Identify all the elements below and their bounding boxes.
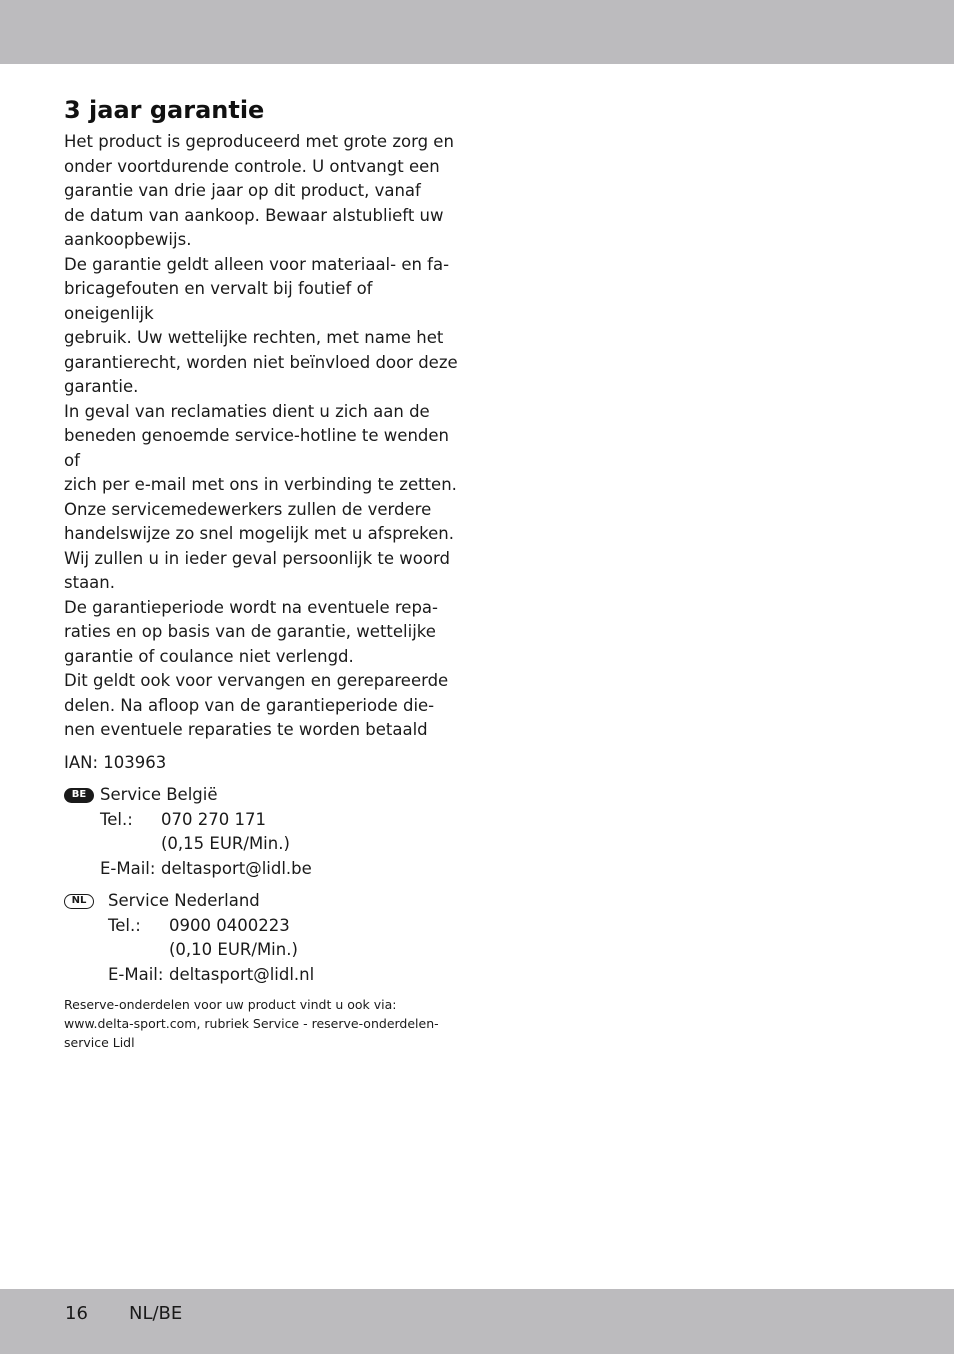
phone-label: Tel.: [100,809,133,829]
phone-number: 070 270 171 [161,809,266,829]
page-title: 3 jaar garantie [64,96,265,124]
phone-number: 0900 0400223 [169,915,290,935]
email-label: E-Mail: [100,858,156,878]
service-belgium-email [100,857,464,882]
paragraph-complaints: In geval van reclamaties dient u zich aan de beneden genoemde service-hotline te wenden of zich per e-mail met ons in verbinding te zetten. Onze servicemedewerkers zullen de verdere handelswijze zo snel mogelijk met u afspreken. Wij zullen u in ieder geval persoonlijk te woord staan. [64,401,457,592]
paragraph-warranty-period: De garantieperiode wordt na eventuele repa- raties en op basis van de garantie, wettelijke garantie of coulance niet verlengd. [64,597,438,666]
spare-parts-note: Reserve-onderdelen voor uw product vindt u ook via: www.delta-sport.com, rubriek Service - reserve-onderdelen- service Lidl [64,997,439,1050]
service-netherlands [64,889,464,987]
nl-country-badge-icon: NL [64,894,94,909]
service-netherlands-title: Service Nederland [108,891,260,910]
call-rate: (0,10 EUR/Min.) [169,940,298,959]
service-netherlands-email [108,963,464,988]
page-language: NL/BE [129,1303,183,1324]
paragraph-repairs: Dit geldt ook voor vervangen en gerepareerde delen. Na afloop van de garantieperiode die- nen eventuele reparaties te worden betaald [64,671,449,739]
service-belgium-rate [100,832,464,857]
warranty-section [64,94,464,1052]
email-address: deltasport@lidl.nl [169,964,315,984]
paragraph-warranty-scope: De garantie geldt alleen voor materiaal- en fa- bricagefouten en vervalt bij foutief of oneigenlijk gebruik. Uw wettelijke rechten, met name het garantierecht, worden niet beïnvloed door deze garantie. [64,254,458,396]
paragraph-warranty-intro: Het product is geproduceerd met grote zorg en onder voortdurende controle. U ontvangt een garantie van drie jaar op dit product, vanaf de datum van aankoop. Bewaar alstublieft uw aankoopbewijs. [64,132,454,249]
email-address: deltasport@lidl.be [161,858,312,878]
phone-label: Tel.: [108,915,141,935]
service-netherlands-phone [108,914,464,939]
service-belgium [64,783,464,881]
service-belgium-phone [100,808,464,833]
service-netherlands-rate [108,938,464,963]
call-rate: (0,15 EUR/Min.) [161,834,290,853]
header-band [0,0,954,64]
ian-number: IAN: 103963 [64,752,167,772]
page-number: 16 [65,1303,88,1324]
be-country-badge-icon: BE [64,788,94,803]
email-label: E-Mail: [108,964,164,984]
service-belgium-title: Service België [100,785,218,804]
